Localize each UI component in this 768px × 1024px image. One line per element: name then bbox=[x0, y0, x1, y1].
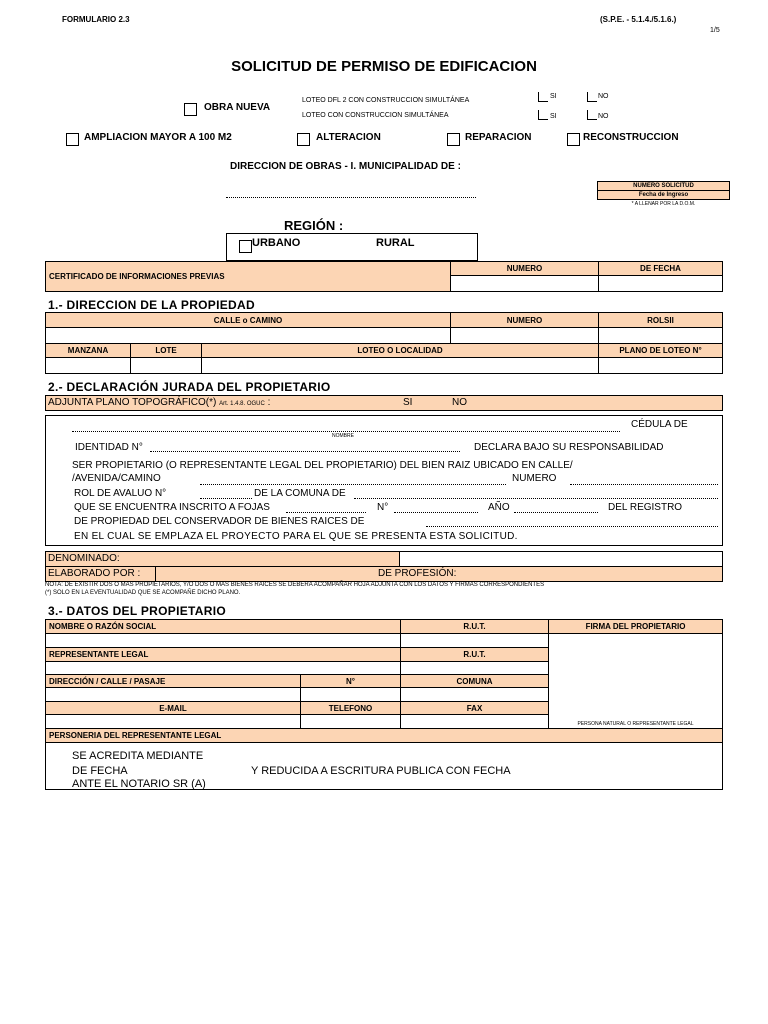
n-header: N° bbox=[300, 674, 401, 688]
acredita-label: SE ACREDITA MEDIANTE bbox=[72, 750, 204, 762]
adjunta-si[interactable]: SI bbox=[403, 397, 413, 408]
identidad-label: IDENTIDAD N° bbox=[75, 442, 143, 453]
rural-label: RURAL bbox=[376, 237, 415, 249]
adjunta-no[interactable]: NO bbox=[452, 397, 467, 408]
email-input[interactable] bbox=[45, 714, 301, 729]
cip-fecha-input[interactable] bbox=[598, 275, 723, 292]
representante-header: REPRESENTANTE LEGAL bbox=[45, 647, 401, 662]
comuna-field[interactable] bbox=[354, 498, 718, 499]
reconstruccion-label: RECONSTRUCCION bbox=[583, 132, 679, 143]
numero-label: NUMERO bbox=[512, 473, 557, 484]
numero-input[interactable] bbox=[450, 327, 599, 344]
loteo-dfl2-label: LOTEO DFL 2 CON CONSTRUCCION SIMULTÁNEA bbox=[302, 97, 470, 104]
loteo-dfl2-si-label: SI bbox=[550, 93, 557, 100]
firma-header: FIRMA DEL PROPIETARIO bbox=[548, 619, 723, 634]
dom-note: * A LLENAR POR LA D.O.M. bbox=[631, 201, 696, 207]
section3-title: 3.- DATOS DEL PROPIETARIO bbox=[48, 604, 226, 618]
elaborado-label: ELABORADO POR : bbox=[48, 568, 141, 579]
cip-fecha-header: DE FECHA bbox=[598, 261, 723, 276]
declara-label: DECLARA BAJO SU RESPONSABILIDAD bbox=[474, 442, 664, 453]
nota-propietarios: NOTA: DE EXISTIR DOS O MAS PROPIETARIOS, Y/O DOS O MAS BIENES RAICES SE DEBERA ACOMPAÑAR HOJA ADJUNTA CON LOS DATOS Y FIRMAS CORRESPONDIENTES bbox=[45, 582, 545, 588]
anio-field[interactable] bbox=[514, 512, 598, 513]
cip-numero-input[interactable] bbox=[450, 275, 599, 292]
section1-title: 1.- DIRECCION DE LA PROPIEDAD bbox=[48, 298, 255, 312]
section2-title: 2.- DECLARACIÓN JURADA DEL PROPIETARIO bbox=[48, 380, 331, 394]
fecha-ingreso-label: Fecha de Ingreso bbox=[638, 192, 689, 198]
manzana-input[interactable] bbox=[45, 357, 131, 374]
identidad-field[interactable] bbox=[150, 451, 460, 452]
cedula-label: CÉDULA DE bbox=[631, 419, 688, 430]
direccion-header: DIRECCIÓN / CALLE / PASAJE bbox=[45, 674, 301, 688]
firma-box[interactable] bbox=[548, 633, 723, 729]
loteo-con-no-checkbox[interactable] bbox=[587, 110, 597, 120]
anio-label: AÑO bbox=[488, 502, 510, 513]
emplaza-text: EN EL CUAL SE EMPLAZA EL PROYECTO PARA EL QUE SE PRESENTA ESTA SOLICITUD. bbox=[74, 531, 518, 542]
lote-input[interactable] bbox=[130, 357, 202, 374]
obra-nueva-checkbox[interactable] bbox=[184, 103, 197, 116]
telefono-input[interactable] bbox=[300, 714, 401, 729]
reparacion-label: REPARACION bbox=[465, 132, 532, 143]
propiedad-label: DE PROPIEDAD DEL CONSERVADOR DE BIENES RAICES DE bbox=[74, 516, 365, 527]
comuna-label: DE LA COMUNA DE bbox=[254, 488, 346, 499]
ampliacion-checkbox[interactable] bbox=[66, 133, 79, 146]
cip-label: CERTIFICADO DE INFORMACIONES PREVIAS bbox=[45, 261, 451, 292]
loteo-input[interactable] bbox=[201, 357, 599, 374]
rut2-input[interactable] bbox=[400, 661, 549, 675]
rol-header: ROLSII bbox=[598, 312, 723, 328]
n-field[interactable] bbox=[394, 512, 478, 513]
persona-natural-label: PERSONA NATURAL O REPRESENTANTE LEGAL bbox=[577, 721, 694, 727]
direccion-input[interactable] bbox=[45, 687, 301, 702]
loteo-con-si-label: SI bbox=[550, 113, 557, 120]
comuna-header: COMUNA bbox=[400, 674, 549, 688]
ser-propietario-text: SER PROPIETARIO (O REPRESENTANTE LEGAL DEL PROPIETARIO) DEL BIEN RAIZ UBICADO EN CALLE/ bbox=[72, 460, 573, 471]
ampliacion-label: AMPLIACION MAYOR A 100 M2 bbox=[84, 132, 232, 143]
loteo-dfl2-no-label: NO bbox=[598, 93, 609, 100]
loteo-dfl2-no-checkbox[interactable] bbox=[587, 92, 597, 102]
alteracion-label: ALTERACION bbox=[316, 132, 381, 143]
fax-header: FAX bbox=[400, 701, 549, 715]
direccion-obras-label: DIRECCION DE OBRAS - I. MUNICIPALIDAD DE : bbox=[230, 161, 461, 172]
urbano-label: URBANO bbox=[252, 237, 301, 249]
loteo-con-si-checkbox[interactable] bbox=[538, 110, 548, 120]
urbano-checkbox[interactable] bbox=[239, 240, 252, 253]
nombre-header: NOMBRE O RAZÓN SOCIAL bbox=[45, 619, 401, 634]
page-number: 1/5 bbox=[710, 27, 720, 34]
spe-code: (S.P.E. - 5.1.4./5.1.6.) bbox=[600, 15, 677, 24]
form-code: FORMULARIO 2.3 bbox=[62, 15, 130, 24]
loteo-con-label: LOTEO CON CONSTRUCCION SIMULTÁNEA bbox=[302, 112, 449, 119]
fax-input[interactable] bbox=[400, 714, 549, 729]
profesion-label: DE PROFESIÓN: bbox=[378, 568, 457, 579]
manzana-header: MANZANA bbox=[45, 343, 131, 358]
telefono-header: TELEFONO bbox=[300, 701, 401, 715]
plano-input[interactable] bbox=[598, 357, 723, 374]
numero-header: NUMERO bbox=[450, 312, 599, 328]
obra-nueva-label: OBRA NUEVA bbox=[204, 102, 271, 113]
rol-input[interactable] bbox=[598, 327, 723, 344]
loteo-con-no-label: NO bbox=[598, 113, 609, 120]
rut-input[interactable] bbox=[400, 633, 549, 648]
rut2-header: R.U.T. bbox=[400, 647, 549, 662]
rol-avaluo-label: ROL DE AVALUO N° bbox=[74, 488, 167, 499]
reducida-label: Y REDUCIDA A ESCRITURA PUBLICA CON FECHA bbox=[251, 765, 511, 777]
loteo-header: LOTEO O LOCALIDAD bbox=[201, 343, 599, 358]
fecha-label: DE FECHA bbox=[72, 765, 128, 777]
avenida-label: /AVENIDA/CAMINO bbox=[72, 473, 161, 484]
municipalidad-field[interactable] bbox=[226, 197, 476, 198]
notario-label: ANTE EL NOTARIO SR (A) bbox=[72, 778, 206, 790]
numero-solicitud-label: NUMERO SOLICITUD bbox=[633, 183, 694, 189]
n-input[interactable] bbox=[300, 687, 401, 702]
alteracion-checkbox[interactable] bbox=[297, 133, 310, 146]
comuna-input[interactable] bbox=[400, 687, 549, 702]
calle-field[interactable] bbox=[200, 484, 506, 485]
nombre-label: NOMBRE bbox=[332, 433, 354, 439]
page-title: SOLICITUD DE PERMISO DE EDIFICACION bbox=[231, 58, 537, 75]
registro-label: DEL REGISTRO bbox=[608, 502, 683, 513]
email-header: E-MAIL bbox=[45, 701, 301, 715]
nota-plano: (*) SOLO EN LA EVENTUALIDAD QUE SE ACOMPAÑE DICHO PLANO. bbox=[45, 590, 241, 596]
cip-numero-header: NUMERO bbox=[450, 261, 599, 276]
fojas-label: QUE SE ENCUENTRA INSCRITO A FOJAS bbox=[74, 502, 270, 513]
denominado-label: DENOMINADO: bbox=[48, 553, 120, 564]
nombre-input[interactable] bbox=[45, 633, 401, 648]
n-label: N° bbox=[377, 502, 389, 513]
denominado-input[interactable] bbox=[399, 551, 723, 567]
rol-field[interactable] bbox=[200, 498, 252, 499]
region-label: REGIÓN : bbox=[284, 218, 344, 233]
representante-input[interactable] bbox=[45, 661, 401, 675]
reconstruccion-checkbox[interactable] bbox=[567, 133, 580, 146]
lote-header: LOTE bbox=[130, 343, 202, 358]
rut-header: R.U.T. bbox=[400, 619, 549, 634]
adjunta-label: ADJUNTA PLANO TOPOGRÁFICO(*) Art. 1.4.8. OGUC : bbox=[48, 397, 271, 408]
calle-header: CALLE o CAMINO bbox=[45, 312, 451, 328]
nombre-field[interactable] bbox=[72, 431, 620, 432]
loteo-dfl2-si-checkbox[interactable] bbox=[538, 92, 548, 102]
conservador-field[interactable] bbox=[426, 526, 718, 527]
personeria-header: PERSONERIA DEL REPRESENTANTE LEGAL bbox=[45, 728, 723, 743]
fojas-field[interactable] bbox=[286, 512, 366, 513]
calle-input[interactable] bbox=[45, 327, 451, 344]
plano-header: PLANO DE LOTEO N° bbox=[598, 343, 723, 358]
numero-field[interactable] bbox=[570, 484, 718, 485]
reparacion-checkbox[interactable] bbox=[447, 133, 460, 146]
